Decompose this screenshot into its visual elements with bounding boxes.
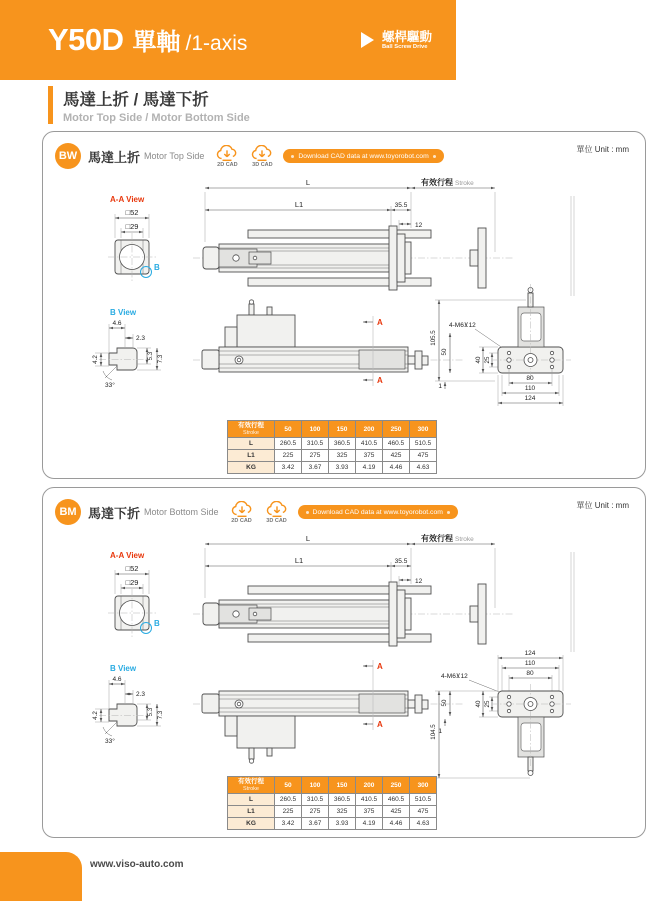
svg-text:4.2: 4.2 bbox=[92, 355, 99, 364]
b-detail-view bbox=[92, 308, 164, 389]
unit-label: 單位 Unit : mm bbox=[576, 501, 629, 510]
table-cell: 4.63 bbox=[410, 818, 437, 830]
svg-text:L1: L1 bbox=[294, 556, 304, 565]
svg-text:□52: □52 bbox=[125, 564, 139, 573]
svg-text:4-M6⊻12: 4-M6⊻12 bbox=[449, 322, 476, 329]
website-link[interactable]: www.viso-auto.com bbox=[90, 859, 184, 870]
svg-text:B: B bbox=[154, 619, 160, 628]
table-row bbox=[228, 818, 437, 830]
svg-text:Stroke: Stroke bbox=[455, 180, 474, 187]
table-cell: 275 bbox=[302, 806, 329, 818]
dot-icon bbox=[433, 155, 436, 158]
table-cell: 475 bbox=[410, 450, 437, 462]
svg-text:1: 1 bbox=[438, 728, 442, 735]
svg-text:L: L bbox=[305, 534, 311, 543]
panel-title-zh: 馬達上折 bbox=[88, 149, 141, 165]
stroke-col-header: 200 bbox=[356, 421, 383, 438]
svg-text:有效行程: 有效行程 bbox=[421, 178, 453, 187]
row-label: L bbox=[228, 438, 275, 450]
table-header-row bbox=[228, 421, 437, 438]
technical-drawing-motor-top bbox=[43, 176, 647, 426]
footer-corner-block bbox=[0, 852, 82, 901]
svg-text:□29: □29 bbox=[125, 578, 139, 587]
table-cell: 510.5 bbox=[410, 438, 437, 450]
table-cell: 410.5 bbox=[356, 794, 383, 806]
variant-badge: BW bbox=[55, 143, 81, 169]
svg-text:25: 25 bbox=[484, 356, 491, 364]
plan-view bbox=[193, 533, 574, 652]
svg-text:35.5: 35.5 bbox=[394, 202, 408, 209]
svg-text:40: 40 bbox=[475, 356, 482, 364]
stroke-col-header: 150 bbox=[329, 777, 356, 794]
axis-label-en: /1-axis bbox=[185, 32, 248, 55]
stroke-col-header: 300 bbox=[410, 421, 437, 438]
end-view bbox=[430, 650, 571, 778]
table-row bbox=[228, 462, 437, 474]
cloud-download-icon bbox=[215, 145, 239, 163]
table-cell: 4.19 bbox=[356, 818, 383, 830]
aa-section-view bbox=[108, 551, 160, 637]
variant-badge: BM bbox=[55, 499, 81, 525]
table-cell: 4.19 bbox=[356, 462, 383, 474]
table-cell: 260.5 bbox=[275, 794, 302, 806]
cad-3d-label: 3D CAD bbox=[266, 517, 287, 524]
panel-title-en: Motor Bottom Side bbox=[144, 507, 219, 517]
svg-text:A: A bbox=[377, 318, 383, 327]
cloud-download-icon bbox=[230, 501, 254, 519]
end-view bbox=[430, 284, 571, 406]
svg-text:25: 25 bbox=[484, 700, 491, 708]
table-cell: 310.5 bbox=[302, 794, 329, 806]
stroke-col-header: 100 bbox=[302, 421, 329, 438]
table-cell: 475 bbox=[410, 806, 437, 818]
svg-text:110: 110 bbox=[524, 385, 536, 392]
svg-text:80: 80 bbox=[526, 670, 534, 677]
stroke-col-header: 150 bbox=[329, 421, 356, 438]
svg-text:L: L bbox=[305, 178, 311, 187]
svg-text:104.5: 104.5 bbox=[430, 724, 437, 740]
table-cell: 425 bbox=[383, 806, 410, 818]
table-cell: 310.5 bbox=[302, 438, 329, 450]
svg-text:1: 1 bbox=[438, 383, 442, 390]
table-cell: 4.46 bbox=[383, 462, 410, 474]
panel-motor-top-side bbox=[42, 131, 646, 479]
svg-text:2.3: 2.3 bbox=[136, 335, 146, 342]
side-view bbox=[193, 660, 463, 763]
svg-text:A-A View: A-A View bbox=[110, 551, 145, 560]
cad-2d-label: 2D CAD bbox=[217, 161, 238, 168]
cad-3d-label: 3D CAD bbox=[252, 161, 273, 168]
stroke-col-header: 300 bbox=[410, 777, 437, 794]
stroke-col-header: 100 bbox=[302, 777, 329, 794]
panel-title-en: Motor Top Side bbox=[144, 151, 205, 161]
download-cad-text: Download CAD data at www.toyorobot.com bbox=[312, 508, 443, 516]
row-label: L1 bbox=[228, 450, 275, 462]
row-label: KG bbox=[228, 818, 275, 830]
aa-section-view bbox=[108, 195, 160, 281]
cloud-download-icon bbox=[265, 501, 289, 519]
table-cell: 260.5 bbox=[275, 438, 302, 450]
table-cell: 460.5 bbox=[383, 438, 410, 450]
svg-text:Stroke: Stroke bbox=[455, 536, 474, 543]
axis-label-zh: 單軸 bbox=[132, 29, 181, 56]
section-heading bbox=[48, 86, 250, 124]
table-row bbox=[228, 806, 437, 818]
svg-text:□29: □29 bbox=[125, 222, 139, 231]
table-cell: 4.63 bbox=[410, 462, 437, 474]
dot-icon bbox=[447, 511, 450, 514]
table-row bbox=[228, 450, 437, 462]
svg-text:L1: L1 bbox=[294, 200, 304, 209]
svg-text:5.3: 5.3 bbox=[147, 351, 154, 361]
stroke-spec-table bbox=[227, 420, 437, 474]
stroke-header-cell: 有效行程 Stroke bbox=[228, 421, 275, 438]
table-cell: 460.5 bbox=[383, 794, 410, 806]
panel-title-zh: 馬達下折 bbox=[88, 505, 141, 521]
plan-view bbox=[193, 177, 574, 296]
table-cell: 360.5 bbox=[329, 438, 356, 450]
stroke-col-header: 250 bbox=[383, 421, 410, 438]
svg-text:12: 12 bbox=[415, 222, 423, 229]
drive-type-badge bbox=[361, 30, 432, 50]
svg-text:105.5: 105.5 bbox=[430, 330, 437, 346]
page-header-banner bbox=[0, 0, 456, 80]
table-row bbox=[228, 794, 437, 806]
svg-text:5.3: 5.3 bbox=[147, 707, 154, 717]
stroke-col-header: 50 bbox=[275, 777, 302, 794]
product-title bbox=[48, 22, 247, 58]
table-header-row bbox=[228, 777, 437, 794]
svg-text:7.3: 7.3 bbox=[157, 710, 164, 720]
svg-text:33°: 33° bbox=[105, 382, 115, 389]
svg-text:B View: B View bbox=[110, 308, 137, 317]
table-cell: 3.42 bbox=[275, 462, 302, 474]
table-cell: 510.5 bbox=[410, 794, 437, 806]
svg-text:B View: B View bbox=[110, 664, 137, 673]
download-3d-cad-button[interactable] bbox=[250, 145, 274, 168]
table-cell: 410.5 bbox=[356, 438, 383, 450]
svg-text:12: 12 bbox=[415, 578, 423, 585]
unit-label: 單位 Unit : mm bbox=[576, 145, 629, 154]
stroke-spec-table bbox=[227, 776, 437, 830]
svg-text:4.6: 4.6 bbox=[112, 676, 122, 683]
table-cell: 425 bbox=[383, 450, 410, 462]
svg-text:40: 40 bbox=[475, 700, 482, 708]
panel-header bbox=[55, 497, 458, 527]
download-cad-link[interactable] bbox=[298, 505, 458, 519]
svg-text:110: 110 bbox=[524, 660, 536, 667]
triangle-icon bbox=[361, 32, 374, 48]
technical-drawing-motor-bottom bbox=[43, 532, 647, 782]
row-label: KG bbox=[228, 462, 275, 474]
table-cell: 275 bbox=[302, 450, 329, 462]
svg-text:4.2: 4.2 bbox=[92, 711, 99, 720]
svg-text:□52: □52 bbox=[125, 208, 139, 217]
svg-text:80: 80 bbox=[526, 375, 534, 382]
svg-text:B: B bbox=[154, 263, 160, 272]
table-cell: 3.93 bbox=[329, 818, 356, 830]
table-cell: 3.67 bbox=[302, 462, 329, 474]
svg-text:A: A bbox=[377, 720, 383, 729]
svg-text:2.3: 2.3 bbox=[136, 691, 146, 698]
download-cad-text: Download CAD data at www.toyorobot.com bbox=[298, 152, 429, 160]
b-detail-view bbox=[92, 664, 164, 745]
section-title: 馬達上折 / 馬達下折 bbox=[63, 91, 209, 109]
stroke-col-header: 250 bbox=[383, 777, 410, 794]
svg-text:50: 50 bbox=[441, 348, 448, 356]
panel-header bbox=[55, 141, 444, 171]
table-cell: 3.42 bbox=[275, 818, 302, 830]
table-cell: 4.46 bbox=[383, 818, 410, 830]
row-label: L bbox=[228, 794, 275, 806]
table-cell: 325 bbox=[329, 450, 356, 462]
stroke-col-header: 50 bbox=[275, 421, 302, 438]
drive-label-zh: 螺桿驅動 bbox=[381, 29, 432, 44]
stroke-header-cell: 有效行程 Stroke bbox=[228, 777, 275, 794]
panel-motor-bottom-side bbox=[42, 487, 646, 838]
svg-text:124: 124 bbox=[524, 650, 536, 657]
svg-text:A: A bbox=[377, 376, 383, 385]
dot-icon bbox=[306, 511, 309, 514]
svg-text:50: 50 bbox=[441, 699, 448, 707]
section-subtitle: Motor Top Side / Motor Bottom Side bbox=[63, 112, 250, 124]
download-2d-cad-button[interactable] bbox=[215, 145, 239, 168]
svg-text:有效行程: 有效行程 bbox=[421, 534, 453, 543]
table-cell: 360.5 bbox=[329, 794, 356, 806]
table-cell: 325 bbox=[329, 806, 356, 818]
table-cell: 3.93 bbox=[329, 462, 356, 474]
download-2d-cad-button[interactable] bbox=[230, 501, 254, 524]
table-cell: 225 bbox=[275, 806, 302, 818]
stroke-col-header: 200 bbox=[356, 777, 383, 794]
svg-text:33°: 33° bbox=[105, 738, 115, 745]
row-label: L1 bbox=[228, 806, 275, 818]
svg-text:A-A View: A-A View bbox=[110, 195, 145, 204]
cloud-download-icon bbox=[250, 145, 274, 163]
download-3d-cad-button[interactable] bbox=[265, 501, 289, 524]
cad-2d-label: 2D CAD bbox=[231, 517, 252, 524]
table-row bbox=[228, 438, 437, 450]
svg-text:A: A bbox=[377, 662, 383, 671]
svg-text:35.5: 35.5 bbox=[394, 558, 408, 565]
download-cad-link[interactable] bbox=[283, 149, 443, 163]
svg-text:7.3: 7.3 bbox=[157, 354, 164, 364]
svg-text:4.6: 4.6 bbox=[112, 320, 122, 327]
table-cell: 225 bbox=[275, 450, 302, 462]
side-view bbox=[193, 300, 463, 386]
drive-label-en: Ball Screw Drive bbox=[381, 44, 428, 51]
table-cell: 375 bbox=[356, 450, 383, 462]
dot-icon bbox=[291, 155, 294, 158]
svg-text:124: 124 bbox=[524, 395, 536, 402]
table-cell: 375 bbox=[356, 806, 383, 818]
table-cell: 3.67 bbox=[302, 818, 329, 830]
svg-text:4-M6⊻12: 4-M6⊻12 bbox=[441, 673, 468, 680]
model-name: Y50D bbox=[48, 22, 124, 57]
